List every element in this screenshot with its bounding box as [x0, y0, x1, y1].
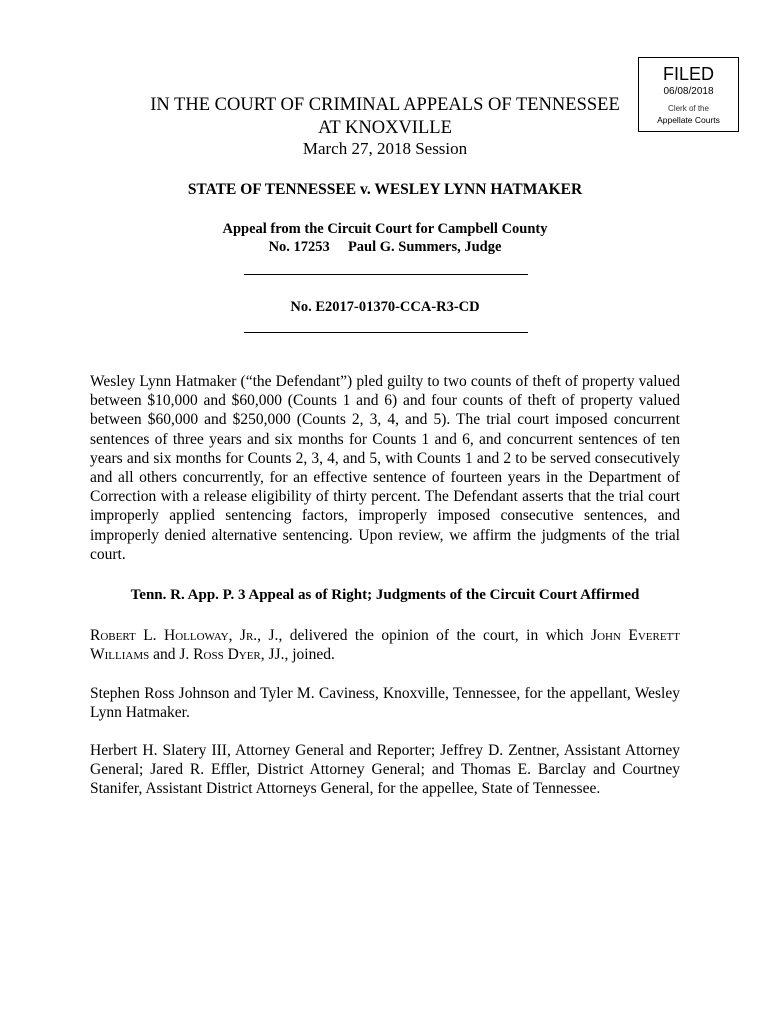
session-date: March 27, 2018 Session [302, 139, 468, 158]
appeal-from-court: Appeal from the Circuit Court for Campbell County [222, 221, 548, 237]
docket-number: No. E2017-01370-CCA-R3-CD [290, 299, 480, 315]
opinion-and-text: and [149, 646, 180, 664]
divider-top [244, 274, 528, 275]
appellant-counsel: Stephen Ross Johnson and Tyler M. Caviness, Knoxville, Tennessee, for the appellant, Wesley Lynn Hatmaker. [90, 685, 680, 722]
disposition-line: Tenn. R. App. P. 3 Appeal as of Right; Judgments of the Circuit Court Affirmed [130, 587, 640, 603]
joining-judge-2: J. Ross Dyer, JJ. [179, 646, 285, 664]
opinion-end-text: , joined. [284, 646, 335, 664]
appeal-from-block [0, 220, 770, 256]
court-location: AT KNOXVILLE [318, 118, 452, 138]
trial-judge: Paul G. Summers, Judge [347, 239, 502, 255]
opinion-author: Robert L. Holloway, Jr., J. [90, 627, 279, 644]
case-summary: Wesley Lynn Hatmaker (“the Defendant”) pled guilty to two counts of theft of property valued between $10,000 and $60,000 (Counts 1 and 6) and four counts of theft of property valued between $60,000 and $250,000 (Counts 2, 3, 4, and 5). The trial court imposed concurrent sentences of three years and six months for Counts 1 and 6, and concurrent sentences of ten years and six months for Counts 2, 3, 4, and 5, with Counts 1 and 2 to be served consecutively and all others concurrently, for an effective sentence of fourteen years in the Department of Correction with a release eligibility of thirty percent. The Defendant asserts that the trial court improperly applied sentencing factors, improperly imposed consecutive sentences, and improperly denied alternative sentencing. Upon review, we affirm the judgments of the trial court. [90, 373, 680, 563]
case-number-line [0, 238, 770, 256]
clerk-label: Clerk of the [668, 104, 709, 113]
divider-bottom [244, 332, 528, 333]
appellee-counsel: Herbert H. Slatery III, Attorney General and Reporter; Jeffrey D. Zentner, Assistant Attorney General; Jared R. Effler, District Attorney General; and Thomas E. Barclay and Courtney Stanifer, Assistant District Attorneys General, for the appellee, State of Tennessee. [90, 742, 680, 798]
trial-case-number: No. 17253 [268, 239, 330, 255]
court-name: IN THE COURT OF CRIMINAL APPEALS OF TENNESSEE [150, 95, 620, 115]
opinion-mid-text: , delivered the opinion of the court, in which [278, 627, 592, 644]
court-heading [0, 94, 770, 140]
case-caption: STATE OF TENNESSEE v. WESLEY LYNN HATMAKER [187, 181, 583, 198]
appellate-courts-label: Appellate Courts [657, 115, 720, 125]
filed-label: FILED [662, 64, 714, 84]
joining-judge-1: John Everett Williams [90, 627, 680, 664]
filed-date: 06/08/2018 [663, 86, 714, 97]
opinion-authorship [90, 626, 680, 664]
